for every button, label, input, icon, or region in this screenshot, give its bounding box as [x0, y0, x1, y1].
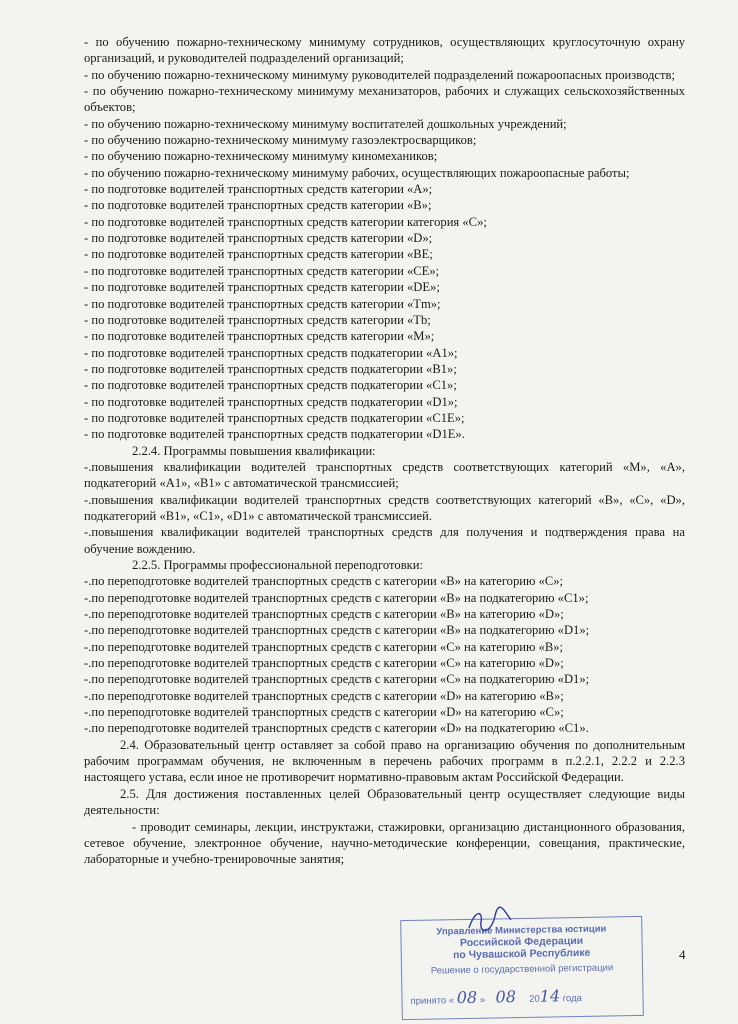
paragraph: - по подготовке водителей транспортных средств категории категория «С»;	[84, 214, 487, 229]
paragraph: - по обучению пожарно-техническому минимуму газоэлектросварщиков;	[84, 133, 477, 148]
paragraph: - по обучению пожарно-техническому минимуму рабочих, осуществляющих пожароопасные работы;	[84, 165, 630, 180]
paragraph: -.повышения квалификации водителей транспортных средств соответствующих категорий «М», «А», подкатегорий «А1», «В1» с автоматической трансмиссией;	[84, 459, 685, 491]
paragraph: 2.2.4. Программы повышения квалификации:	[132, 443, 376, 458]
paragraph: -.по переподготовке водителей транспортных средств с категории «D» на подкатегорию «С1».	[84, 721, 589, 736]
paragraph: - по подготовке водителей транспортных средств категории «М»;	[84, 329, 435, 344]
paragraph: 2.5. Для достижения поставленных целей Образовательный центр осуществляет следующие виды деятельности:	[84, 786, 685, 818]
signature-icon	[465, 906, 515, 936]
stamp-line-3: по Чувашской Республике	[452, 946, 591, 962]
stamp-prefix: принято «	[410, 995, 455, 1007]
paragraph: -.по переподготовке водителей транспортных средств с категории «В» на подкатегорию «С1»;	[84, 590, 589, 605]
paragraph: -.по переподготовке водителей транспортных средств с категории «D» на категорию «С»;	[84, 705, 564, 720]
stamp-line-1: Управление Министерства юстиции	[436, 923, 607, 938]
paragraph: - по обучению пожарно-техническому минимуму руководителей подразделений пожароопасных производств;	[84, 67, 675, 82]
paragraph: - по подготовке водителей транспортных средств категории «СЕ»;	[84, 263, 440, 278]
paragraph: - по подготовке водителей транспортных средств подкатегории «С1Е»;	[84, 410, 465, 425]
stamp-month: 08	[495, 987, 517, 1007]
stamp-day: 08	[456, 987, 478, 1008]
paragraph: - по подготовке водителей транспортных средств подкатегории «В1»;	[84, 361, 457, 376]
paragraph: - по подготовке водителей транспортных средств подкатегории «D1»;	[84, 394, 458, 409]
stamp-line-2: Российской Федерации	[459, 934, 584, 950]
stamp-year-prefix: 20	[529, 993, 540, 1005]
paragraph: -.повышения квалификации водителей транспортных средств соответствующих категорий «В», «С», «D», подкатегорий «В1», «С1», «D1» с автоматической трансмиссией.	[84, 492, 685, 523]
paragraph: - по обучению пожарно-техническому минимуму сотрудников, осуществляющих круглосуточную охрану организаций, и руководителей подразделений организаций;	[84, 35, 685, 66]
paragraph: - по подготовке водителей транспортных средств подкатегории «А1»;	[84, 345, 458, 360]
paragraph: - по подготовке водителей транспортных средств категории «D»;	[84, 231, 433, 246]
document-body	[84, 34, 685, 868]
paragraph: -.по переподготовке водителей транспортных средств с категории «С» на подкатегорию «D1»;	[84, 672, 590, 687]
paragraph: -.по переподготовке водителей транспортных средств с категории «D» на категорию «В»;	[84, 688, 564, 703]
paragraph: -.по переподготовке водителей транспортных средств с категории «В» на категорию «D»;	[84, 607, 564, 622]
paragraph: - по подготовке водителей транспортных средств подкатегории «D1Е».	[84, 427, 465, 442]
paragraph: - по обучению пожарно-техническому минимуму воспитателей дошкольных учреждений;	[84, 116, 567, 131]
page-number: 4	[679, 947, 686, 962]
paragraph: - по подготовке водителей транспортных средств категории «ВЕ;	[84, 247, 433, 262]
paragraph: - по подготовке водителей транспортных средств категории «DE»;	[84, 280, 440, 295]
paragraph: -.повышения квалификации водителей транспортных средств для получения и подтверждения права на обучение вождению.	[84, 525, 685, 556]
stamp-line-4: Решение о государственной регистрации	[430, 962, 614, 977]
paragraph: - по обучению пожарно-техническому минимуму киномехаников;	[84, 149, 438, 164]
paragraph: - проводит семинары, лекции, инструктажи, стажировки, организацию дистанционного образования, сетевое обучение, электронное обучение, научно-методические конференции, совещания, практические, лабораторные и учебно-тренировочные занятия;	[84, 819, 685, 867]
paragraph: 2.4. Образовательный центр оставляет за собой право на организацию обучения по дополнительным рабочим программам обучения, не включенным в перечень рабочих программ в п.2.2.1, 2.2.2 и 2.2.3 настоящего устава, если иное не противоречит нормативно-правовым актам Российской Федерации.	[84, 737, 685, 785]
paragraph: - по подготовке водителей транспортных средств категории «Tm»;	[84, 296, 441, 311]
paragraph: - по подготовке водителей транспортных средств категории «А»;	[84, 182, 433, 197]
paragraph: -.по переподготовке водителей транспортных средств с категории «С» на категорию «D»;	[84, 656, 564, 671]
paragraph: -.по переподготовке водителей транспортных средств с категории «В» на подкатегорию «D1»;	[84, 623, 590, 638]
paragraph: - по обучению пожарно-техническому минимуму механизаторов, рабочих и служащих сельскохозяйственных объектов;	[84, 84, 685, 115]
stamp-date-line: принято « 08 » 08 2014 года	[410, 986, 583, 1008]
paragraph: - по подготовке водителей транспортных средств категории «Tb;	[84, 312, 431, 327]
paragraph: 2.2.5. Программы профессиональной переподготовки:	[132, 558, 423, 572]
stamp-suffix: года	[562, 992, 583, 1005]
registration-stamp	[400, 916, 644, 1020]
paragraph: -.по переподготовке водителей транспортных средств с категории «С» на категорию «В»;	[84, 639, 564, 654]
paragraph: - по подготовке водителей транспортных средств подкатегории «С1»;	[84, 378, 457, 393]
paragraph: - по подготовке водителей транспортных средств категории «В»;	[84, 198, 432, 213]
stamp-year: 14	[539, 986, 561, 1006]
paragraph: -.по переподготовке водителей транспортных средств с категории «В» на категорию «С»;	[84, 574, 564, 589]
